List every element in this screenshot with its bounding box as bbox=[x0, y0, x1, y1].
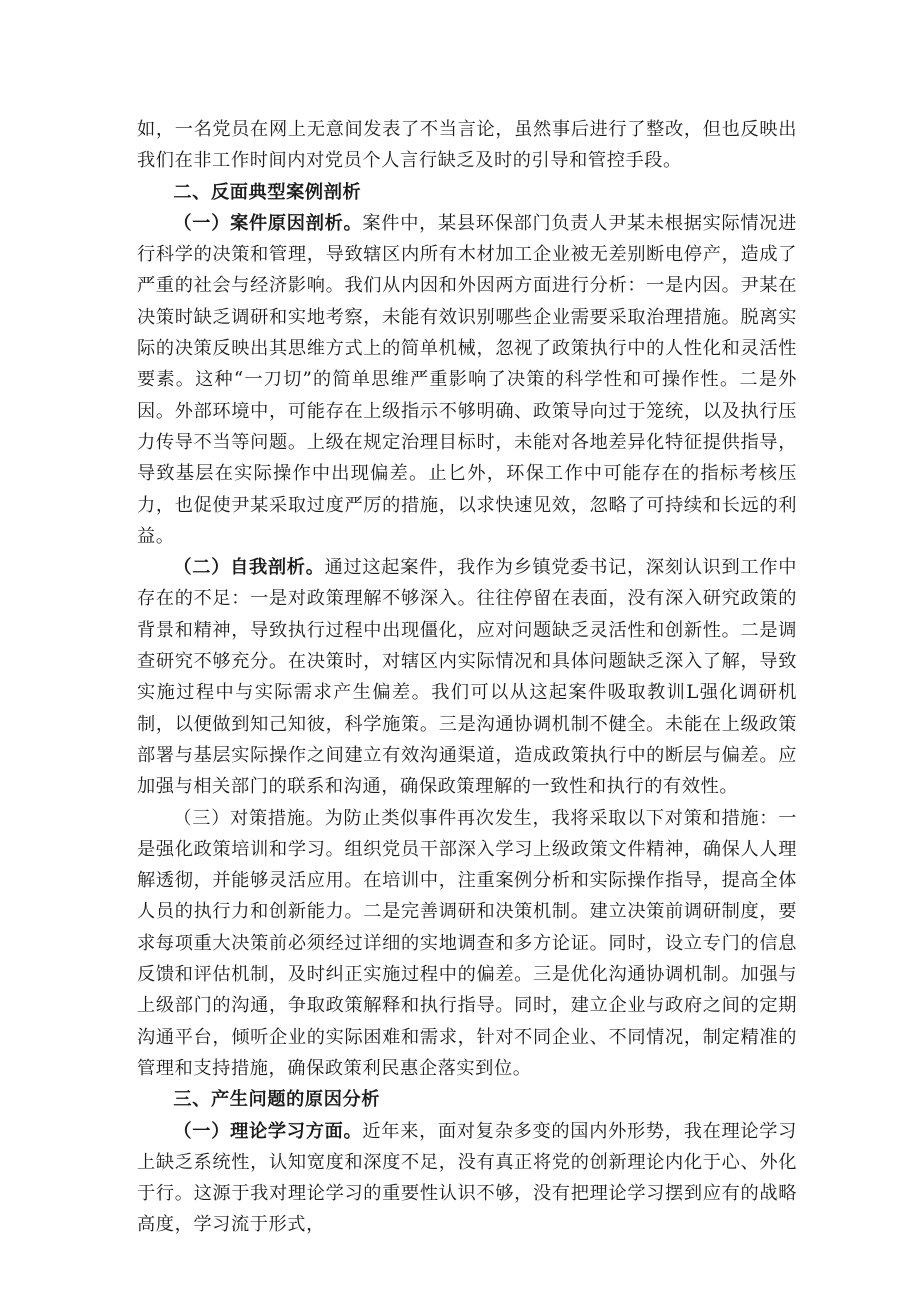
heading-text: 二、反面典型案例剖析 bbox=[173, 181, 362, 203]
paragraph-lead: （一）理论学习方面。 bbox=[173, 1120, 363, 1142]
paragraph-case-analysis bbox=[137, 208, 797, 552]
paragraph-theory-study bbox=[137, 1116, 797, 1241]
paragraph-text: （三）对策措施。为防止类似事件再次发生，我将采取以下对策和措施：一是强化政策培训和学习。组织党员干部深入学习上级政策文件精神，确保人人理解透彻，并能够灵活应用。在培训中，注重案例分析和实际操作指导，提高全体人员的执行力和创新能力。二是完善调研和决策机制。建立决策前调研制度，要求每项重大决策前必须经过详细的实地调查和多方论证。同时，设立专门的信息反馈和评估机制，及时纠正实施过程中的偏差。三是优化沟通协调机制。加强与上级部门的沟通，争取政策解释和执行指导。同时，建立企业与政府之间的定期沟通平台，倾听企业的实际困难和需求，针对不同企业、不同情况，制定精准的管理和支持措施，确保政策利民惠企落实到位。 bbox=[137, 807, 797, 1079]
document-body bbox=[137, 114, 797, 1241]
paragraph-lead: （二）自我剖析。 bbox=[173, 557, 325, 579]
paragraph-text: 通过这起案件，我作为乡镇党委书记，深刻认识到工作中存在的不足：一是对政策理解不够深入。往往停留在表面，没有深入研究政策的背景和精神，导致执行过程中出现僵化，应对问题缺乏灵活性和创新性。二是调查研究不够充分。在决策时，对辖区内实际情况和具体问题缺乏深入了解，导致实施过程中与实际需求产生偏差。我们可以从这起案件吸取教训L强化调研机制，以便做到知己知彼，科学施策。三是沟通协调机制不健全。未能在上级政策部署与基层实际操作之间建立有效沟通渠道，造成政策执行中的断层与偏差。应加强与相关部门的联系和沟通，确保政策理解的一致性和执行的有效性。 bbox=[137, 557, 797, 798]
heading-text: 三、产生问题的原因分析 bbox=[173, 1089, 381, 1111]
section-heading-2 bbox=[137, 177, 797, 208]
paragraph-text: 如，一名党员在网上无意间发表了不当言论，虽然事后进行了整改，但也反映出我们在非工作时间内对党员个人言行缺乏及时的引导和管控手段。 bbox=[137, 119, 797, 172]
paragraph-countermeasures bbox=[137, 803, 797, 1085]
paragraph-text: 案件中，某县环保部门负责人尹某未根据实际情况进行科学的决策和管理，导致辖区内所有木材加工企业被无差别断电停产，造成了严重的社会与经济影响。我们从内因和外因两方面进行分析：一是内因。尹某在决策时缺乏调研和实地考察，未能有效识别哪些企业需要采取治理措施。脱离实际的决策反映出其思维方式上的简单机械，忽视了政策执行中的人性化和灵活性要素。这种“一刀切”的简单思维严重影响了决策的科学性和可操作性。二是外因。外部环境中，可能存在上级指示不够明确、政策导向过于笼统，以及执行压力传导不当等问题。上级在规定治理目标时，未能对各地差异化特征提供指导，导致基层在实际操作中出现偏差。止匕外，环保工作中可能存在的指标考核压力，也促使尹某采取过度严厉的措施，以求快速见效，忽略了可持续和长远的利益。 bbox=[137, 212, 797, 547]
paragraph-text: 近年来，面对复杂多变的国内外形势，我在理论学习上缺乏系统性，认知宽度和深度不足，没有真正将党的创新理论内化于心、外化于行。这源于我对理论学习的重要性认识不够，没有把理论学习摆到应有的战略高度，学习流于形式， bbox=[137, 1120, 797, 1236]
paragraph-lead: （一）案件原因剖析。 bbox=[173, 212, 363, 234]
section-heading-3 bbox=[137, 1084, 797, 1115]
paragraph-self-analysis bbox=[137, 552, 797, 802]
paragraph-continuation bbox=[137, 114, 797, 177]
